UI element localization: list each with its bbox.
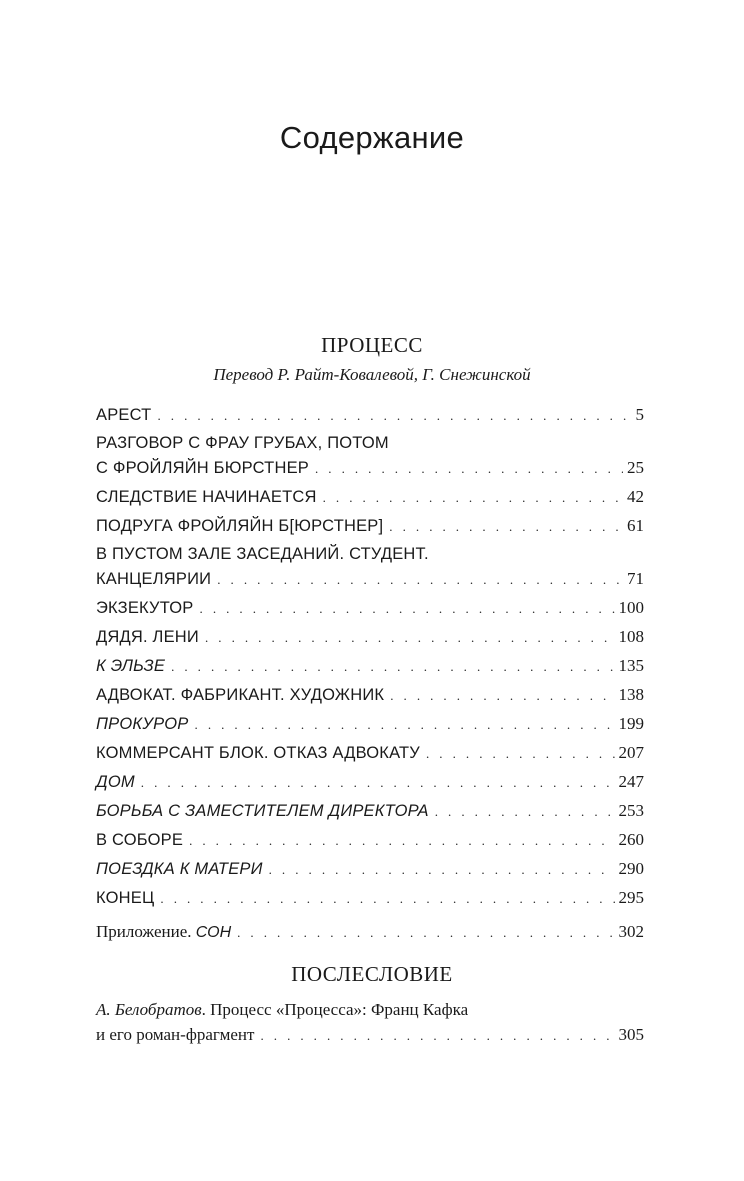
leader-dots bbox=[237, 920, 614, 946]
leader-dots bbox=[260, 1023, 614, 1049]
toc-page-number: 247 bbox=[618, 772, 644, 791]
toc-entry-block[interactable] bbox=[96, 740, 644, 766]
leader-dots bbox=[205, 625, 615, 651]
leader-dots bbox=[141, 770, 615, 796]
toc-entry-title: К ЭЛЬЗЕ bbox=[96, 657, 166, 675]
toc-page-number: 61 bbox=[627, 516, 644, 535]
toc-entry-title: ДЯДЯ. ЛЕНИ bbox=[96, 628, 199, 646]
toc-entry-prosecutor[interactable] bbox=[96, 711, 644, 737]
toc-entry-afterword[interactable] bbox=[96, 998, 644, 1048]
toc-entry-title-line1 bbox=[96, 998, 468, 1022]
toc-entry-arrest[interactable] bbox=[96, 402, 644, 428]
page-title: Содержание bbox=[279, 120, 465, 155]
appendix-prefix: Приложение. bbox=[96, 922, 196, 941]
toc-entry-mother[interactable] bbox=[96, 856, 644, 882]
toc-entry-cathedral[interactable] bbox=[96, 827, 644, 853]
toc-entry-appendix[interactable] bbox=[96, 919, 644, 945]
toc-page-number: 199 bbox=[618, 714, 644, 733]
toc-entry-title: ПОЕЗДКА К МАТЕРИ bbox=[96, 860, 263, 878]
leader-dots bbox=[217, 567, 623, 593]
toc-entry-house[interactable] bbox=[96, 769, 644, 795]
toc-entry-title: КОНЕЦ bbox=[96, 889, 155, 907]
toc-entry-title: ДОМ bbox=[96, 773, 135, 791]
appendix-title: СОН bbox=[195, 924, 232, 941]
toc-entry-title: АРЕСТ bbox=[96, 406, 152, 424]
toc-page-number: 290 bbox=[618, 859, 644, 878]
toc-page-number: 5 bbox=[635, 405, 644, 424]
leader-dots bbox=[315, 456, 623, 482]
toc-entry-title bbox=[96, 919, 231, 946]
toc-entry-title: ЭКЗЕКУТОР bbox=[96, 599, 194, 617]
toc-entry-title: СЛЕДСТВИЕ НАЧИНАЕТСЯ bbox=[96, 488, 317, 506]
toc-entry-deputy[interactable] bbox=[96, 798, 644, 824]
toc-entry-elsa[interactable] bbox=[96, 653, 644, 679]
toc-page-number: 71 bbox=[627, 569, 644, 588]
leader-dots bbox=[389, 514, 623, 540]
toc-page-number: 108 bbox=[618, 627, 644, 646]
toc-page-number: 253 bbox=[618, 801, 644, 820]
toc-entry-end[interactable] bbox=[96, 885, 644, 911]
toc-entry-title-line2: и его роман-фрагмент bbox=[96, 1025, 255, 1044]
afterword-title-part1: . Процесс «Процесса»: Франц Кафка bbox=[201, 1000, 469, 1019]
afterword-author: А. Белобратов bbox=[96, 1000, 202, 1019]
toc-entry-empty-hall[interactable] bbox=[96, 542, 644, 592]
leader-dots bbox=[426, 741, 615, 767]
toc-afterword bbox=[96, 998, 644, 1048]
toc-entry-flogger[interactable] bbox=[96, 595, 644, 621]
leader-dots bbox=[200, 596, 615, 622]
toc-page-number: 305 bbox=[618, 1025, 644, 1044]
toc-entry-inquiry[interactable] bbox=[96, 484, 644, 510]
toc-page-number: 42 bbox=[627, 487, 644, 506]
toc-page-number: 295 bbox=[618, 888, 644, 907]
toc-entry-title: В СОБОРЕ bbox=[96, 831, 184, 849]
toc-entry-title: ПРОКУРОР bbox=[96, 715, 189, 733]
leader-dots bbox=[157, 403, 630, 429]
toc-entry-grubach[interactable] bbox=[96, 431, 644, 481]
section-title-process: ПРОЦЕСС bbox=[321, 333, 423, 357]
toc-process bbox=[96, 402, 644, 945]
section-title-afterword: ПОСЛЕСЛОВИЕ bbox=[291, 962, 453, 986]
toc-page-number: 138 bbox=[618, 685, 644, 704]
leader-dots bbox=[390, 683, 614, 709]
toc-page-number: 135 bbox=[618, 656, 644, 675]
toc-entry-title: КОММЕРСАНТ БЛОК. ОТКАЗ АДВОКАТУ bbox=[96, 744, 420, 762]
toc-page-number: 207 bbox=[618, 743, 644, 762]
leader-dots bbox=[435, 799, 615, 825]
toc-entry-title: ПОДРУГА ФРОЙЛЯЙН Б[ЮРСТНЕР] bbox=[96, 517, 384, 535]
leader-dots bbox=[195, 712, 615, 738]
toc-entry-title-line2: КАНЦЕЛЯРИИ bbox=[96, 570, 212, 588]
toc-page-number: 25 bbox=[627, 458, 644, 477]
toc-entry-title-line2: С ФРОЙЛЯЙН БЮРСТНЕР bbox=[96, 459, 309, 477]
leader-dots bbox=[160, 886, 614, 912]
leader-dots bbox=[269, 857, 615, 883]
toc-page-number: 302 bbox=[618, 922, 644, 941]
toc-entry-lawyer[interactable] bbox=[96, 682, 644, 708]
leader-dots bbox=[189, 828, 614, 854]
toc-page-number: 260 bbox=[618, 830, 644, 849]
leader-dots bbox=[171, 654, 614, 680]
leader-dots bbox=[323, 485, 623, 511]
toc-entry-title-line1: В ПУСТОМ ЗАЛЕ ЗАСЕДАНИЙ. СТУДЕНТ. bbox=[96, 545, 429, 563]
toc-entry-friend[interactable] bbox=[96, 513, 644, 539]
toc-entry-uncle[interactable] bbox=[96, 624, 644, 650]
toc-entry-title-line1: РАЗГОВОР С ФРАУ ГРУБАХ, ПОТОМ bbox=[96, 434, 389, 452]
toc-page-number: 100 bbox=[618, 598, 644, 617]
toc-entry-title: АДВОКАТ. ФАБРИКАНТ. ХУДОЖНИК bbox=[96, 686, 385, 704]
toc-entry-title: БОРЬБА С ЗАМЕСТИТЕЛЕМ ДИРЕКТОРА bbox=[96, 802, 429, 820]
section-subtitle-translators: Перевод Р. Райт-Ковалевой, Г. Снежинской bbox=[213, 365, 531, 384]
